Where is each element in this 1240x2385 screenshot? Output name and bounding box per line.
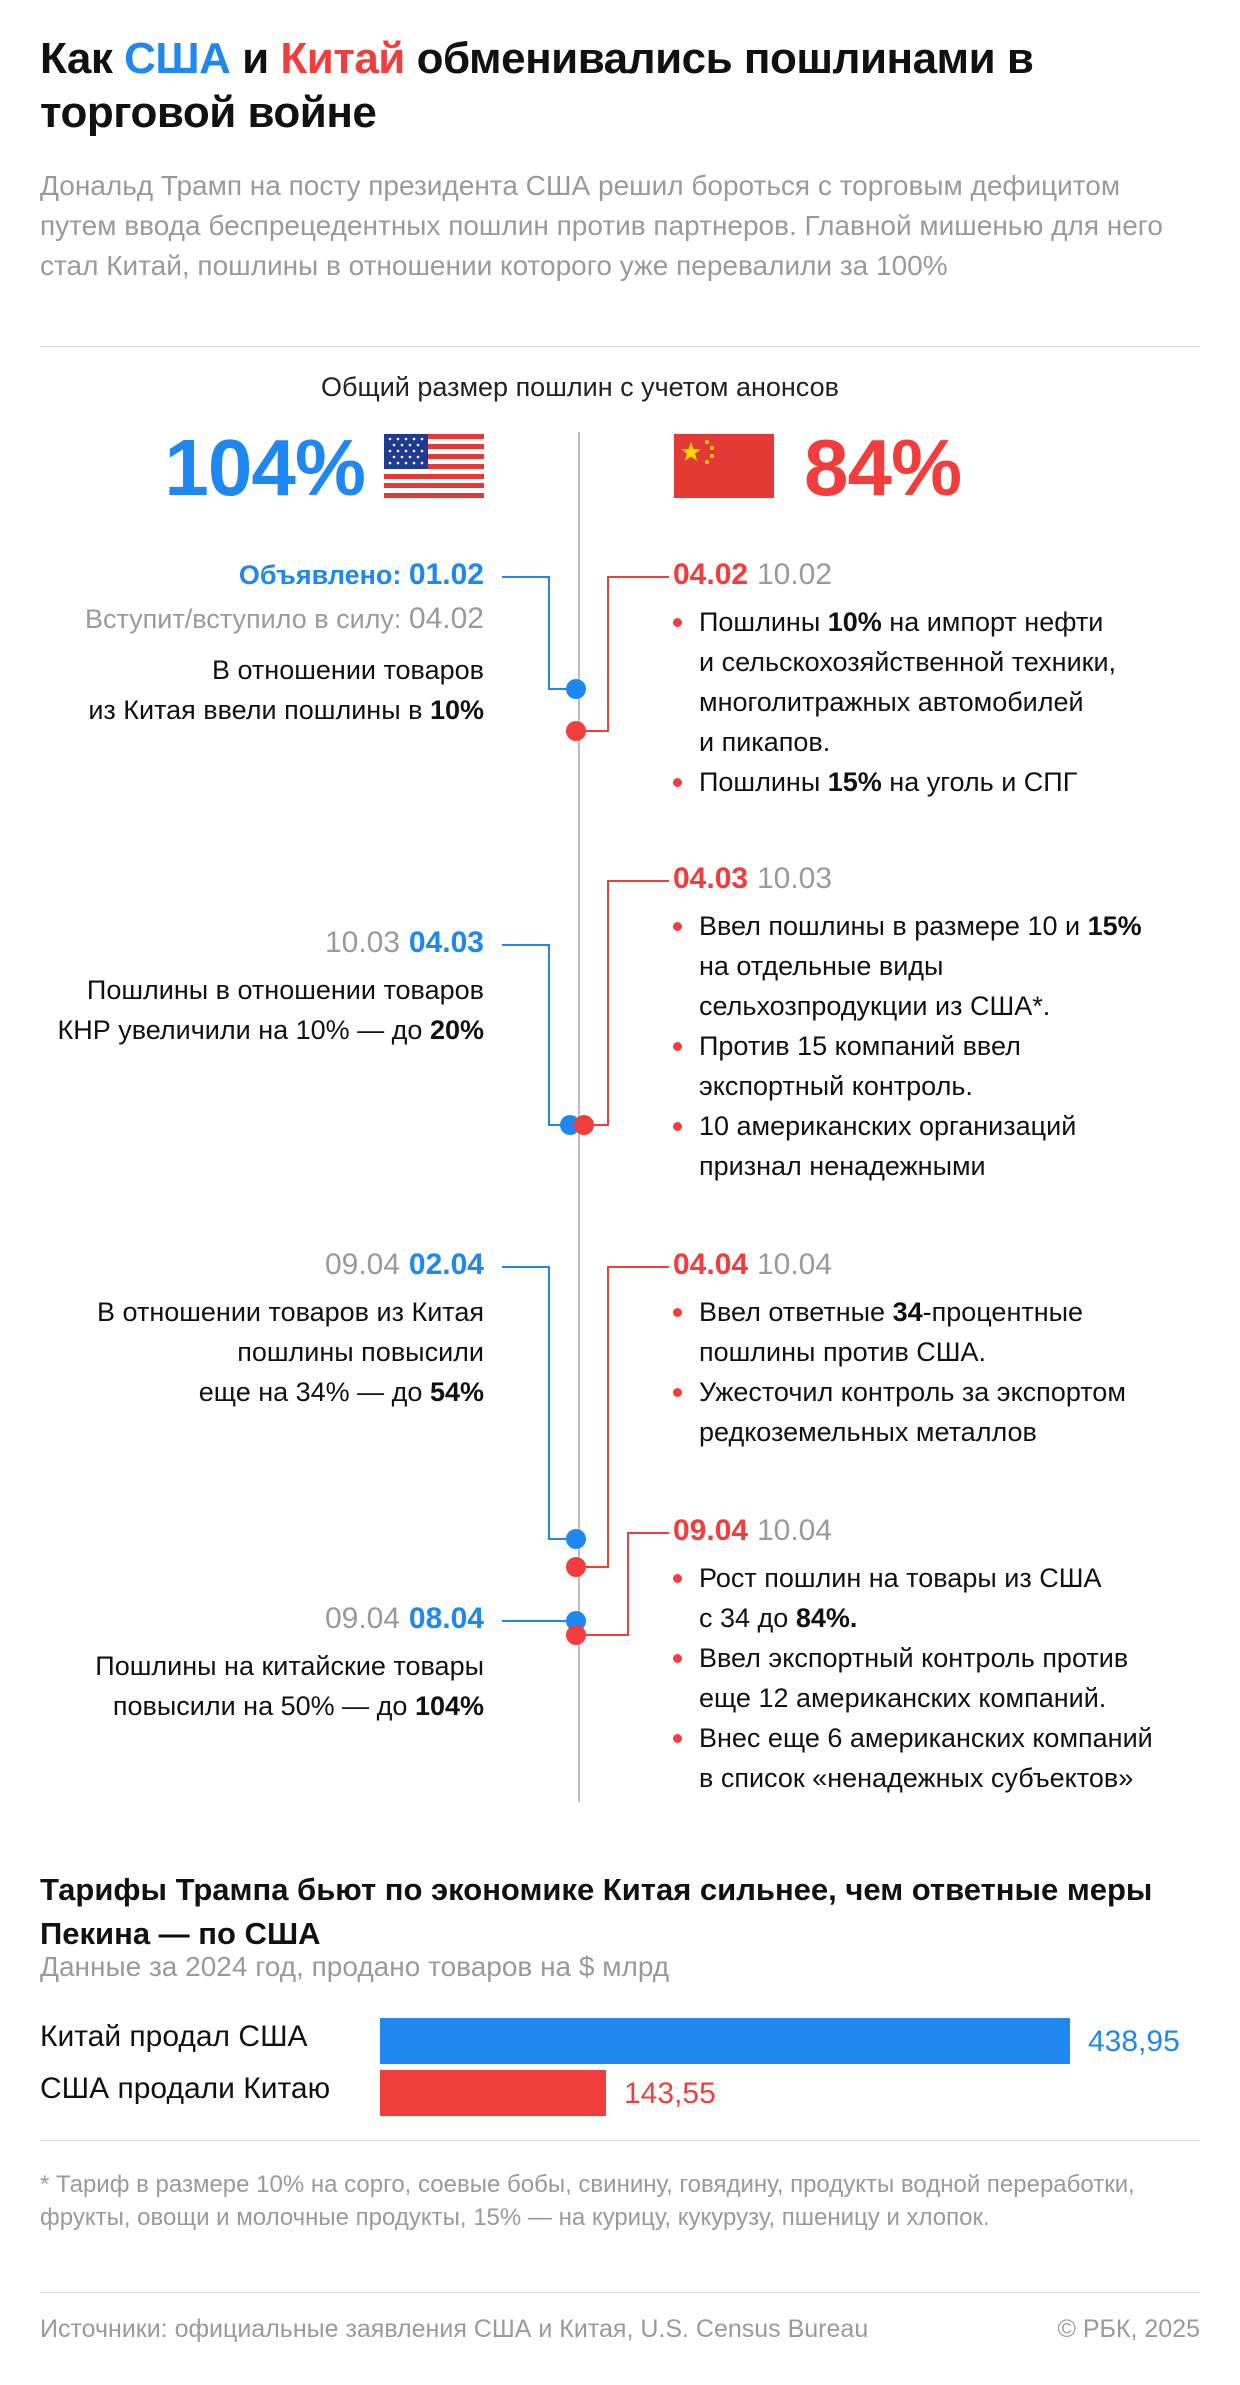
china-event-3-bullet: Ужесточил контроль за экспортом редкоземельных металлов bbox=[673, 1372, 1126, 1452]
china-event-1-dates: 04.02 10.02 bbox=[673, 558, 833, 591]
china-event-3-bullet: Ввел ответные 34-процентные пошлины против США. bbox=[673, 1292, 1083, 1372]
china-flag-icon bbox=[674, 434, 774, 498]
china-event-dot bbox=[574, 1115, 594, 1135]
us-event-3-text: В отношении товаров из Китая пошлины повысили еще на 34% — до 54% bbox=[97, 1297, 484, 1407]
bar-value-china: 438,95 bbox=[1088, 2025, 1180, 2058]
source-text: Источники: официальные заявления США и Китая, U.S. Census Bureau bbox=[40, 2315, 869, 2343]
bar-label-china: Китай продал США bbox=[40, 2020, 308, 2053]
china-event-4-bullet: Внес еще 6 американских компаний в список «ненадежных субъектов» bbox=[673, 1718, 1153, 1798]
bar-label-us: США продали Китаю bbox=[40, 2072, 331, 2105]
china-event-dot bbox=[566, 721, 586, 741]
chart-subtitle: Данные за 2024 год, продано товаров на $ млрд bbox=[40, 1951, 670, 1982]
bar-china-to-us bbox=[380, 2018, 1070, 2064]
title-china: Китай bbox=[280, 34, 405, 83]
china-event-3-dates: 04.04 10.04 bbox=[673, 1248, 833, 1281]
footnote: * Тариф в размере 10% на сорго, соевые бобы, свинину, говядину, продукты водной переработки, фрукты, овощи и молочные продукты, 15% — на курицу, кукурузу, пшеницу и хлопок. bbox=[40, 2171, 1135, 2231]
us-event-dot bbox=[566, 679, 586, 699]
divider-top bbox=[40, 346, 1200, 347]
us-event-dot bbox=[566, 1529, 586, 1549]
title-us: США bbox=[124, 34, 231, 83]
china-event-4-bullet: Рост пошлин на товары из США с 34 до 84%. bbox=[673, 1558, 1101, 1638]
china-event-1-bullet: Пошлины 15% на уголь и СПГ bbox=[673, 762, 1077, 802]
china-event-4-dates: 09.04 10.04 bbox=[673, 1514, 833, 1547]
china-event-2-bullet: 10 американских организаций признал ненадежными bbox=[673, 1106, 1076, 1186]
bar-value-us: 143,55 bbox=[624, 2077, 716, 2110]
us-event-1-announced: Объявлено: 01.02 bbox=[238, 558, 484, 591]
us-event-4-dates: 09.04 08.04 bbox=[324, 1602, 484, 1635]
us-event-2-text: Пошлины в отношении товаров КНР увеличили на 10% — до 20% bbox=[57, 975, 484, 1045]
china-event-1-bullet: Пошлины 10% на импорт нефти и сельскохозяйственной техники, многолитражных автомобилей и пикапов. bbox=[673, 602, 1116, 762]
china-total-pct: 84% bbox=[804, 423, 962, 512]
us-total-pct: 104% bbox=[164, 423, 365, 512]
china-event-4-bullet: Ввел экспортный контроль против еще 12 американских компаний. bbox=[673, 1638, 1128, 1718]
chart-title: Тарифы Трампа бьют по экономике Китая сильнее, чем ответные меры Пекина — по США bbox=[40, 1872, 1153, 1951]
us-event-1-text: В отношении товаров из Китая ввели пошлины в 10% bbox=[88, 655, 484, 725]
divider-bottom bbox=[40, 2292, 1200, 2293]
lead-paragraph: Дональд Трамп на посту президента США решил бороться с торговым дефицитом путем ввода беспрецедентных пошлин против партнеров. Главной мишенью для него стал Китай, пошлины в отношении которого уже перевалили за 100% bbox=[40, 170, 1163, 281]
bar-us-to-china bbox=[380, 2070, 606, 2116]
divider-mid bbox=[40, 2140, 1200, 2141]
us-flag-icon bbox=[384, 434, 484, 498]
page-title: Как США и Китай обменивались пошлинами в торговой войне bbox=[40, 34, 1034, 137]
china-event-dot bbox=[566, 1625, 586, 1645]
us-event-4-text: Пошлины на китайские товары повысили на 50% — до 104% bbox=[95, 1651, 484, 1721]
us-event-3-dates: 09.04 02.04 bbox=[324, 1248, 484, 1281]
copyright: © РБК, 2025 bbox=[1057, 2315, 1200, 2343]
china-event-2-bullet: Ввел пошлины в размере 10 и 15% на отдельные виды сельхозпродукции из США*. bbox=[673, 906, 1142, 1026]
us-event-1-effective: Вступит/вступило в силу: 04.02 bbox=[85, 602, 484, 635]
us-event-2-dates: 10.03 04.03 bbox=[324, 926, 484, 959]
china-event-2-dates: 04.03 10.03 bbox=[673, 862, 833, 895]
totals-subtitle: Общий размер пошлин с учетом анонсов bbox=[321, 372, 839, 402]
china-event-dot bbox=[566, 1557, 586, 1577]
china-event-2-bullet: Против 15 компаний ввел экспортный контроль. bbox=[673, 1026, 1021, 1106]
